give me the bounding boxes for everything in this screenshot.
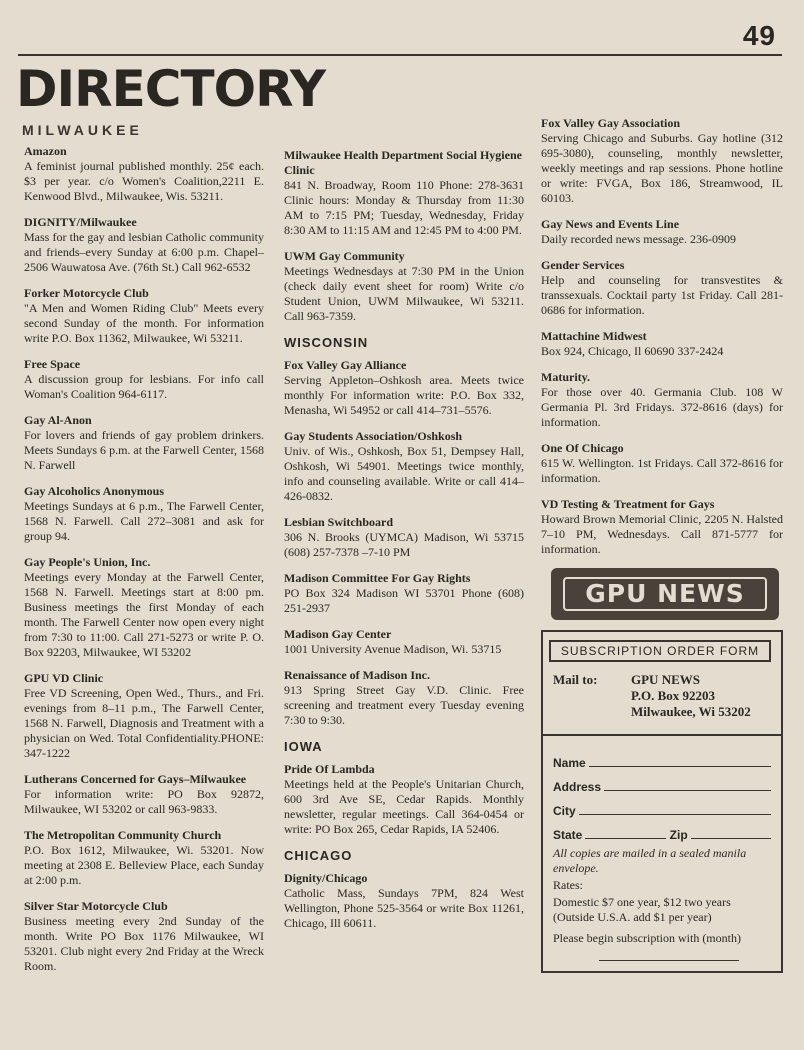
directory-entry (541, 370, 783, 430)
entry-name: Dignity/Chicago (284, 871, 368, 885)
entry-name: Maturity. (541, 370, 590, 384)
entry-body: Box 924, Chicago, Il 60690 337-2424 (541, 344, 724, 358)
column-left (24, 144, 264, 985)
entry-body: Meetings Sundays at 6 p.m., The Farwell Center, 1568 N. Farwell. Call 272–3081 and ask for group 94. (24, 499, 264, 543)
directory-entry (284, 249, 524, 324)
entry-name: Milwaukee Health Department Social Hygiene Clinic (284, 148, 522, 177)
directory-entry (541, 441, 783, 486)
directory-entry (24, 555, 264, 660)
form-title: SUBSCRIPTION ORDER FORM (549, 640, 771, 662)
state-zip-field[interactable] (543, 818, 781, 842)
directory-entry (24, 413, 264, 473)
directory-entry (24, 828, 264, 888)
entry-name: Amazon (24, 144, 67, 158)
directory-entry (284, 429, 524, 504)
directory-entry (284, 571, 524, 616)
entry-body: 1001 University Avenue Madison, Wi. 53715 (284, 642, 502, 656)
name-field[interactable] (543, 746, 781, 770)
state-line[interactable] (585, 838, 665, 839)
directory-entry (24, 772, 264, 817)
name-label: Name (553, 756, 586, 770)
top-rule (18, 54, 782, 56)
entry-name: Forker Motorcycle Club (24, 286, 149, 300)
directory-entry (24, 899, 264, 974)
entry-body: P.O. Box 1612, Milwaukee, Wi. 53201. Now meeting at 2308 E. Belleview Place, each Sunday at 2:00 p.m. (24, 843, 264, 887)
entry-body: Daily recorded news message. 236-0909 (541, 232, 736, 246)
entry-body: A discussion group for lesbians. For info call Woman's Coalition 964-6117. (24, 372, 264, 401)
directory-entry (24, 215, 264, 275)
column-right (541, 116, 783, 973)
directory-entry (541, 329, 783, 359)
gpu-news-logo-text: GPU NEWS (563, 577, 767, 611)
entry-name: Lesbian Switchboard (284, 515, 394, 529)
entry-body: For those over 40. Germania Club. 108 W Germania Pl. 3rd Fridays. 372-8616 (days) for information. (541, 385, 783, 429)
address-label: Address (553, 780, 602, 794)
entry-body: For lovers and friends of gay problem drinkers. Meets Sundays 6 p.m. at the Farwell Center, 1568 N. Farwell (24, 428, 264, 472)
form-divider (543, 734, 781, 736)
directory-entry (284, 515, 524, 560)
zip-label: Zip (669, 828, 688, 842)
directory-entry (284, 148, 524, 238)
directory-entry (541, 217, 783, 247)
directory-entry (284, 627, 524, 657)
begin-text: Please begin subscription with (month) (553, 931, 741, 945)
directory-entry (541, 116, 783, 206)
subscription-form (541, 630, 783, 973)
entry-name: Gay Students Association/Oshkosh (284, 429, 463, 443)
entry-name: Gay Alcoholics Anonymous (24, 484, 165, 498)
entry-name: Gender Services (541, 258, 625, 272)
entry-body: Catholic Mass, Sundays 7PM, 824 West Wellington, Phone 525-3564 or write Box 11261, Chicago, Ill 60611. (284, 886, 524, 930)
entry-name: DIGNITY/Milwaukee (24, 215, 137, 229)
entry-body: Serving Appleton–Oshkosh area. Meets twice monthly For information write: P.O. Box 332, Menasha, Wi 54952 or call 414–731–5576. (284, 373, 524, 417)
mail-address-line: Milwaukee, Wi 53202 (631, 704, 751, 719)
entry-body: Meetings every Monday at the Farwell Center, 1568 N. Farwell. Meetings start at 8:00 pm. Business meetings the first Monday of each month. The Farwell Center now open every night from 7:30 to 11:00. Call 271-5273 or write P. O. Box 92203, Milwaukee, WI 53202 (24, 570, 264, 659)
entry-body: 615 W. Wellington. 1st Fridays. Call 372-8616 for information. (541, 456, 783, 485)
entry-name: Renaissance of Madison Inc. (284, 668, 431, 682)
city-line[interactable] (579, 814, 771, 815)
entry-body: Meetings held at the People's Unitarian Church, 600 3rd Ave SE, Cedar Rapids. Monthly newsletter, regular meetings. Call 364-0454 or write: PO Box 265, Cedar Rapids, IA 52406. (284, 777, 524, 836)
directory-entry (24, 484, 264, 544)
entry-name: GPU VD Clinic (24, 671, 104, 685)
entry-name: Fox Valley Gay Alliance (284, 358, 407, 372)
entry-name: One Of Chicago (541, 441, 624, 455)
entry-name: The Metropolitan Community Church (24, 828, 222, 842)
directory-entry (541, 258, 783, 318)
directory-entry (541, 497, 783, 557)
entry-body: PO Box 324 Madison WI 53701 Phone (608) 251-2937 (284, 586, 524, 615)
directory-entry (24, 144, 264, 204)
section-milwaukee: MILWAUKEE (22, 122, 143, 138)
entry-name: Fox Valley Gay Association (541, 116, 681, 130)
entry-name: UWM Gay Community (284, 249, 405, 263)
entry-body: Free VD Screening, Open Wed., Thurs., and Fri. evenings from 8–11 p.m., The Farwell Center, 1568 N. Farwell, Diagnosis and Treatment with a physician on Wed. Total Confidentiality.PHONE: 347-1222 (24, 686, 264, 760)
entry-body: For information write: PO Box 92872, Milwaukee, WI 53202 or call 963-9833. (24, 787, 264, 816)
entry-name: Pride Of Lambda (284, 762, 375, 776)
entry-body: Business meeting every 2nd Sunday of the month. Write PO Box 1176 Milwaukee, WI 53201. Club night every 2nd Friday at the Wreck Room. (24, 914, 264, 973)
entry-name: Mattachine Midwest (541, 329, 647, 343)
entry-body: Serving Chicago and Suburbs. Gay hotline (312 695-3080), counseling, monthly newsletter, weekly meetings and rap sessions. Phone hotline or write: FVGA, Box 186, Streamwood, IL 60103. (541, 131, 783, 205)
city-field[interactable] (543, 794, 781, 818)
zip-line[interactable] (691, 838, 771, 839)
entry-name: Gay Al-Anon (24, 413, 92, 427)
entry-body: Mass for the gay and lesbian Catholic community and friends–every Sunday at 6:00 p.m. Chapel–2506 Wauwatosa Ave. (76th St.) Call 962-6532 (24, 230, 264, 274)
page-number: 49 (742, 20, 776, 51)
state-heading-chicago: CHICAGO (284, 848, 353, 863)
entry-body: 841 N. Broadway, Room 110 Phone: 278-3631 Clinic hours: Monday & Thursday from 11:30 AM to 7:15 PM; Tuesday, Wednesday, Friday 8:30 AM to 11:15 AM and 12:45 PM to 4:00 PM. (284, 178, 524, 237)
entry-name: Gay News and Events Line (541, 217, 680, 231)
state-heading-iowa: IOWA (284, 739, 323, 754)
entry-body: 913 Spring Street Gay V.D. Clinic. Free screening and treatment every Tuesday evening 7:30 to 9:30. (284, 683, 524, 727)
address-line[interactable] (604, 790, 771, 791)
entry-name: Free Space (24, 357, 81, 371)
directory-entry (24, 286, 264, 346)
gpu-news-logo (551, 568, 779, 620)
directory-entry (284, 358, 524, 418)
directory-masthead: DIRECTORY (16, 60, 326, 118)
directory-entry (284, 871, 524, 931)
state-label: State (553, 828, 583, 842)
entry-body: Howard Brown Memorial Clinic, 2205 N. Halsted 7–10 PM, Wednesdays. Call 871-5777 for information. (541, 512, 783, 556)
entry-name: Lutherans Concerned for Gays–Milwaukee (24, 772, 247, 786)
rates-label: Rates: (553, 878, 583, 892)
entry-body: Meetings Wednesdays at 7:30 PM in the Union (check daily event sheet for room) Write c/o Student Union, UWM Milwaukee, Wi 53211. Call 963-7359. (284, 264, 524, 323)
entry-body: Help and counseling for transvestites & transsexuals. Cocktail party 1st Friday. Call 281-0686 for information. (541, 273, 783, 317)
mail-address-line: GPU NEWS (631, 672, 700, 687)
month-line[interactable] (599, 956, 739, 961)
entry-body: "A Men and Women Riding Club" Meets every second Sunday of the month. For information write P.O. Box 11362, Milwaukee, Wi 53211. (24, 301, 264, 345)
state-heading-wisconsin: WISCONSIN (284, 335, 369, 350)
directory-entry (284, 668, 524, 728)
city-label: City (553, 804, 576, 818)
mail-to-label: Mail to: (553, 672, 598, 687)
name-line[interactable] (589, 766, 771, 767)
mail-to-block (543, 672, 781, 720)
entry-name: Madison Gay Center (284, 627, 392, 641)
form-note: All copies are mailed in a sealed manila envelope. (553, 846, 747, 875)
entry-body: A feminist journal published monthly. 25¢ each. $3 per year. c/o Women's Coalition,2211 E. Kenwood Blvd., Milwaukee, Wis. 53211. (24, 159, 264, 203)
entry-body: 306 N. Brooks (UYMCA) Madison, Wi 53715 (608) 257-7378 –7-10 PM (284, 530, 524, 559)
entry-name: Gay People's Union, Inc. (24, 555, 151, 569)
entry-name: Silver Star Motorcycle Club (24, 899, 168, 913)
mail-address-line: P.O. Box 92203 (631, 688, 716, 703)
rates-text: Domestic $7 one year, $12 two years (Outside U.S.A. add $1 per year) (553, 895, 731, 924)
directory-entry (284, 762, 524, 837)
directory-entry (24, 671, 264, 761)
entry-name: Madison Committee For Gay Rights (284, 571, 471, 585)
address-field[interactable] (543, 770, 781, 794)
directory-entry (24, 357, 264, 402)
column-middle (284, 148, 524, 942)
entry-body: Univ. of Wis., Oshkosh, Box 51, Dempsey Hall, Oshkosh, Wi 54901. Meetings twice monthly, info and counseling available. Write or call 414–426-0832. (284, 444, 524, 503)
entry-name: VD Testing & Treatment for Gays (541, 497, 715, 511)
